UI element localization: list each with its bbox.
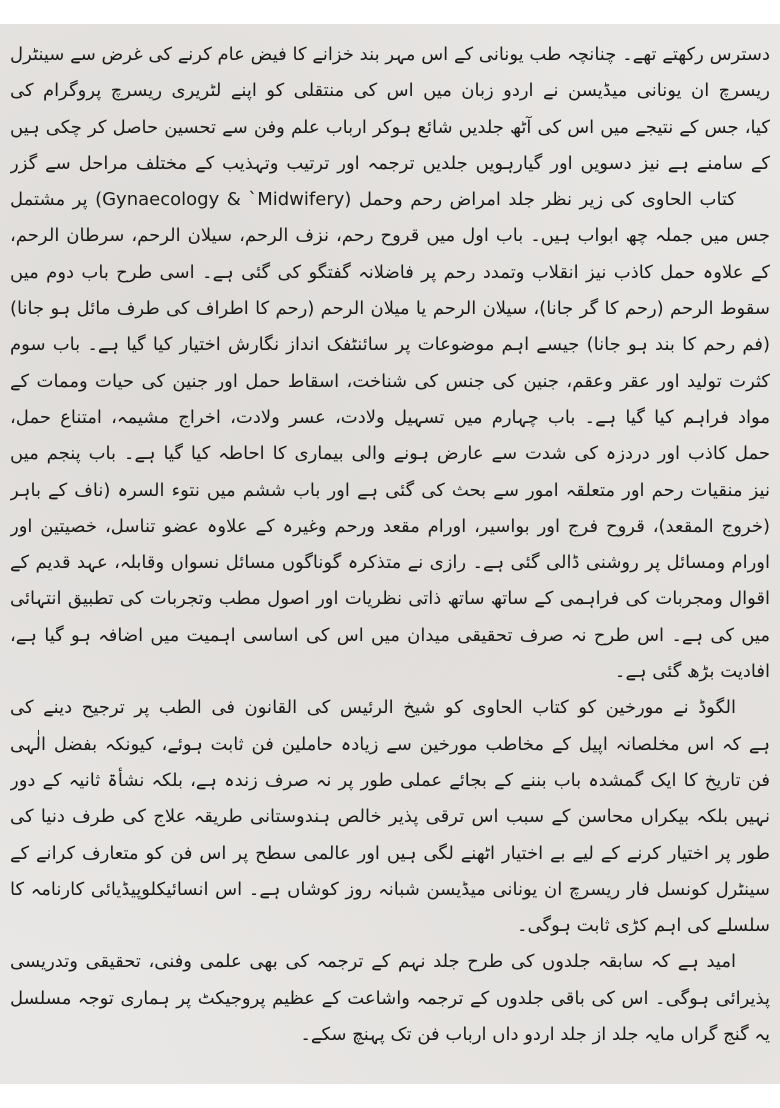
- text-line: افادیت بڑھ گئی ہے۔: [614, 661, 770, 683]
- text-line: نہیں بلکہ بیکراں محاسن کے سبب اس ترقی پذیر خالص ہندوستانی طریقہ علاج کی طرف دنیا کی: [10, 806, 770, 828]
- text-line: (فم رحم کا بند ہو جانا) جیسے اہم موضوعات پر سائنٹفک انداز نگارش اختیار کیا گیا ہے۔ باب سوم: [10, 334, 770, 356]
- text-line: کے علاوہ حمل کاذب نیز انقلاب وتمدد رحم پر فاضلانہ گفتگو کی گئی ہے۔ اسی طرح باب دوم میں: [10, 261, 770, 283]
- text-line: یہ گنج گراں مایہ جلد از جلد اردو داں ارباب فن تک پہنچ سکے۔: [300, 1024, 770, 1046]
- text-line: اورام ومسائل پر روشنی ڈالی گئی ہے۔ رازی نے متذکرہ گوناگوں مسائل نسواں وقابلہ، عہد قدیم کے: [10, 552, 770, 574]
- urdu-text-body: [10, 37, 770, 1053]
- text-line: حمل کاذب اور دردزہ کی شدت سے عارض ہونے والی بیماری کا احاطہ کیا گیا ہے۔ باب پنجم میں: [10, 443, 770, 465]
- paragraph-start-line: امید ہے کہ سابقہ جلدوں کی طرح جلد نہم کے ترجمہ کی بھی علمی وفنی، تحقیقی وتدریسی: [10, 951, 736, 973]
- text-line: کیا، جس کے نتیجے میں اس کی آٹھ جلدیں شائع ہوکر ارباب علم وفن سے تحسین حاصل کر چکی ہیں: [10, 116, 770, 138]
- text-line: جس میں جملہ چھ ابواب ہیں۔ باب اول میں قروح رحم، نزف الرحم، سیلان الرحم، سرطان الرحم،: [10, 225, 770, 247]
- paragraph-start-line: کتاب الحاوی کی زیر نظر جلد امراض رحم وحمل (Gynaecology & `Midwifery) پر مشتمل: [10, 189, 736, 211]
- text-line: میں کی ہے۔ اس طرح نہ صرف تحقیقی میدان میں اس کی اساسی اہمیت میں اضافہ ہو گیا ہے،: [10, 624, 770, 646]
- text-line: سقوط الرحم (رحم کا گر جانا)، سیلان الرحم یا میلان الرحم (رحم کا اطراف کی طرف مائل ہو جانا): [10, 298, 770, 320]
- text-line: ریسرچ ان یونانی میڈیسن نے اردو زبان میں اس کی منتقلی کو اپنے لٹریری ریسرچ پروگرام کی: [10, 80, 770, 102]
- scanned-page: [0, 24, 780, 1084]
- text-line: نیز منقیات رحم اور متعلقہ امور سے بحث کی گئی ہے اور باب ششم میں نتوء السرہ (ناف کے باہر: [10, 479, 770, 501]
- text-line: (خروج المقعد)، قروح فرج اور بواسیر، اورام مقعد ورحم وغیرہ کے علاوہ عضو تناسل، خصیتین اور: [10, 515, 770, 537]
- text-line: ہے کہ اس مخلصانہ اپیل کے مخاطب مورخین سے زیادہ حاملین فن ثابت ہوئے، کیونکہ بفضل الٰہی: [10, 733, 770, 755]
- paragraph-start-line: الگوڈ نے مورخین کو کتاب الحاوی کو شیخ الرئیس کی القانون فی الطب پر ترجیح دینے کی: [10, 697, 736, 719]
- text-line: دسترس رکھتے تھے۔ چنانچہ طب یونانی کے اس مہر بند خزانے کا فیض عام کرنے کی غرض سے سینٹرل: [10, 44, 770, 65]
- text-line: طور پر اختیار کرنے کے لیے بے اختیار اٹھنے لگی ہیں اور عالمی سطح پر اس فن کو متعارف کرانے کے: [10, 842, 770, 864]
- text-line: سینٹرل کونسل فار ریسرچ ان یونانی میڈیسن شبانہ روز کوشاں ہے۔ اس انسائیکلوپیڈیائی کارنامہ کا: [10, 878, 770, 900]
- text-line: فن تاریخ کا ایک گمشدہ باب بننے کے بجائے عملی طور پر نہ صرف زندہ ہے، بلکہ نشأۃ ثانیہ کے دور: [10, 769, 770, 791]
- text-line: سلسلے کی اہم کڑی ثابت ہوگی۔: [516, 915, 770, 937]
- text-line: مواد فراہم کیا گیا ہے۔ باب چہارم میں تسہیل ولادت، عسر ولادت، اخراج مشیمہ، امتناع حمل،: [10, 406, 770, 428]
- text-line: کثرت تولید اور عقر وعقم، جنین کی جنس کی شناخت، اسقاط حمل اور جنین کی حیات وممات کے: [10, 370, 770, 392]
- text-line: کے سامنے ہے نیز دسویں اور گیارہویں جلدیں ترجمہ اور ترتیب وتہذیب کے مختلف مراحل سے گزر: [10, 152, 770, 174]
- text-line: پذیرائی ہوگی۔ اس کی باقی جلدوں کے ترجمہ واشاعت کے عظیم پروجیکٹ پر ہماری توجہ مسلسل: [10, 987, 770, 1009]
- text-line: اقوال ومجربات کی فراہمی کے ساتھ ساتھ ذاتی نظریات اور اصول مطب وتجربات کی تطبیق انتہائی: [10, 588, 770, 610]
